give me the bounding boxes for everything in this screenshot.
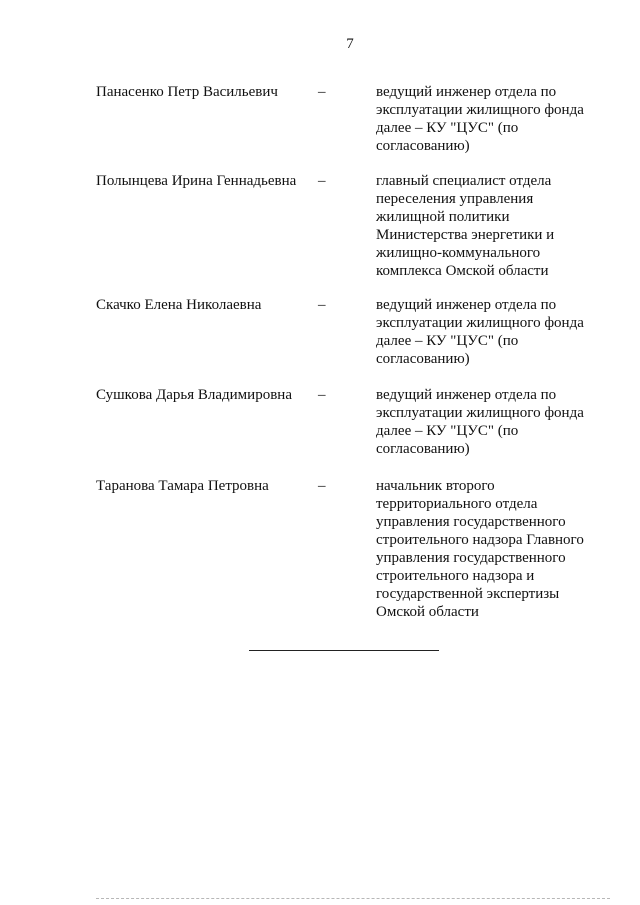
page-number: 7 [346,36,354,52]
member-name: Скачко Елена Николаевна [96,297,262,313]
member-dash: – [318,84,326,100]
member-role: ведущий инженер отдела по эксплуатации жилищного фонда далее – КУ "ЦУС" (по согласованию) [376,84,584,154]
member-dash: – [318,297,326,313]
end-of-list-rule [249,650,439,651]
member-name: Таранова Тамара Петровна [96,478,269,494]
member-name: Сушкова Дарья Владимировна [96,387,292,403]
member-dash: – [318,173,326,189]
member-role: ведущий инженер отдела по эксплуатации жилищного фонда далее – КУ "ЦУС" (по согласованию) [376,297,584,367]
scan-edge-line [96,898,610,899]
member-role: ведущий инженер отдела по эксплуатации жилищного фонда далее – КУ "ЦУС" (по согласованию) [376,387,584,457]
member-name: Панасенко Петр Васильевич [96,84,278,100]
member-dash: – [318,478,326,494]
member-dash: – [318,387,326,403]
member-role: главный специалист отдела переселения управления жилищной политики Министерства энергетики и жилищно-коммунального комплекса Омской области [376,173,555,279]
member-role: начальник второго территориального отдела управления государственного строительного надзора Главного управления государственного строительного надзора и государственной экспертизы Омской области [376,478,584,620]
member-name: Полынцева Ирина Геннадьевна [96,173,297,189]
